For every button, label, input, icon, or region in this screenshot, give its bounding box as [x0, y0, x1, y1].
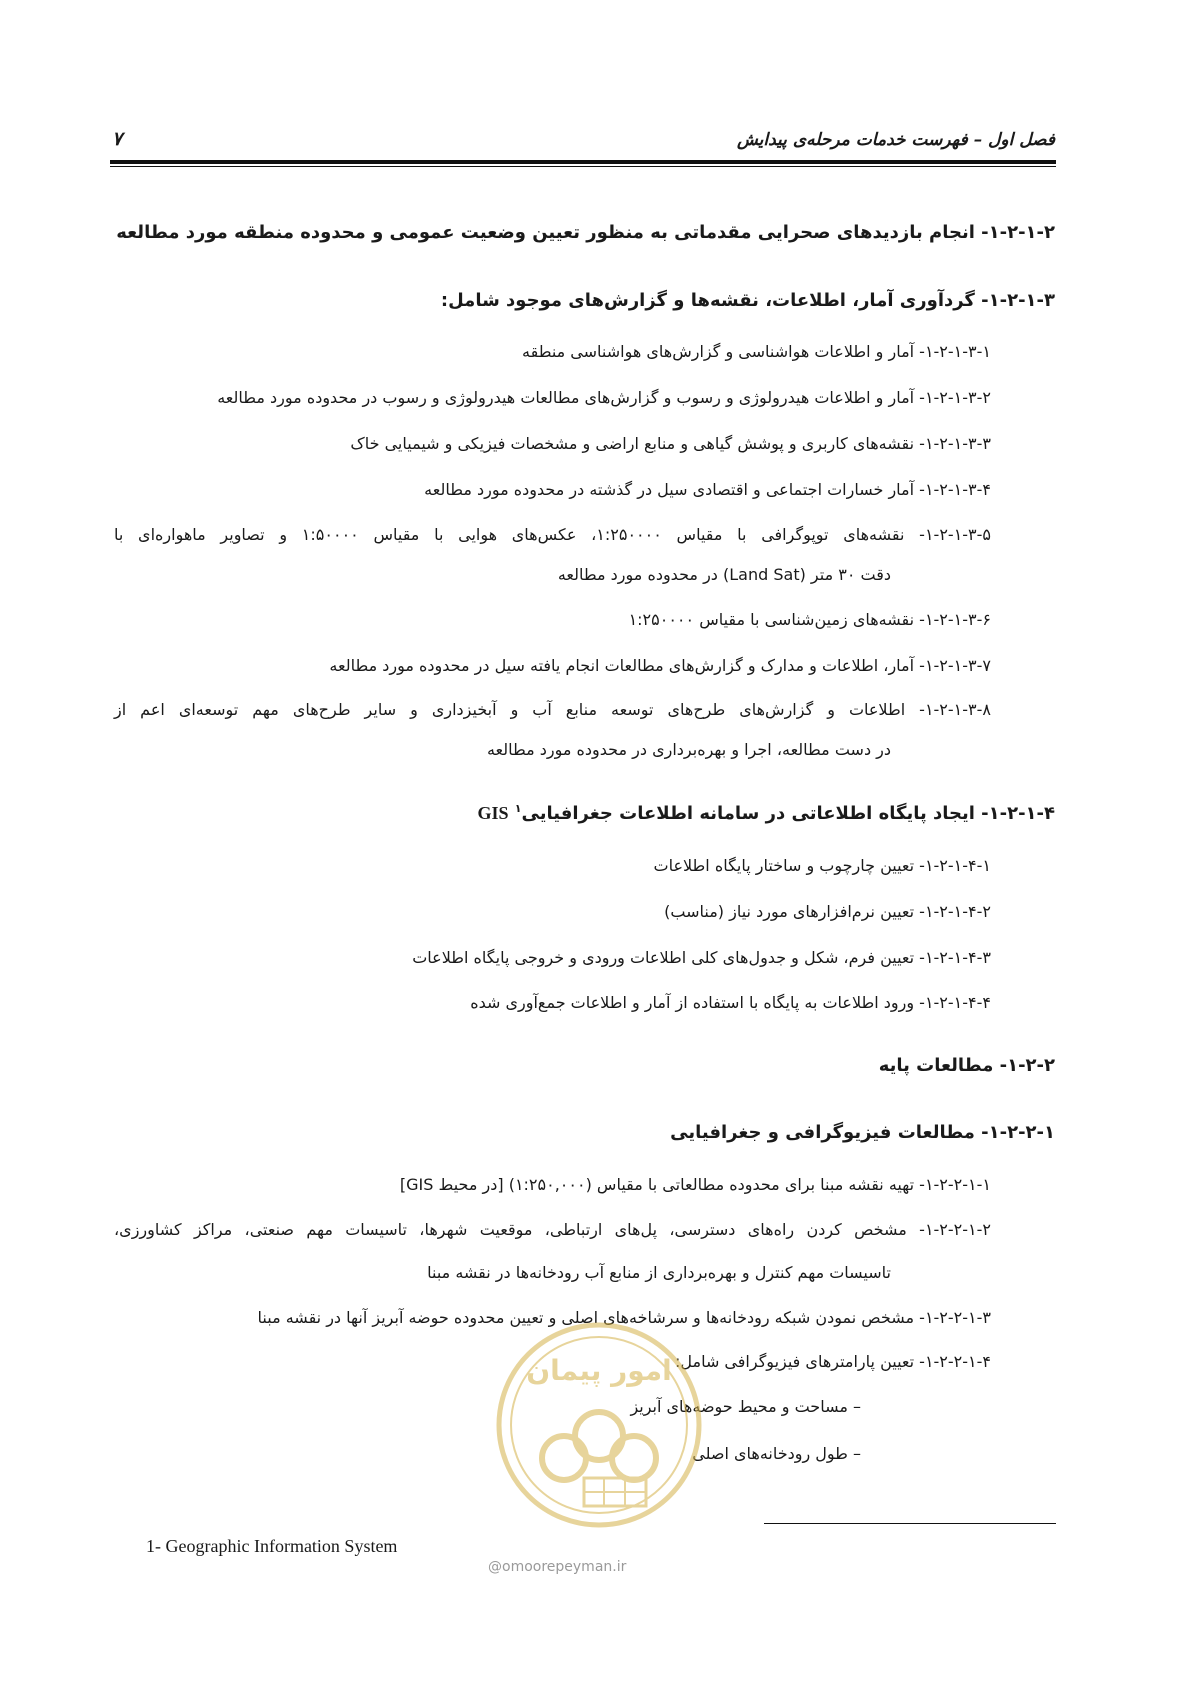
footnote: 1- Geographic Information System	[146, 1536, 398, 1556]
list-item: ۱-۲-۱-۳-۵- نقشه‌های توپوگرافی با مقیاس ۱:۲۵۰۰۰۰، عکس‌های هوایی با مقیاس ۱:۵۰۰۰۰ و تصاویر ماهواره‌ای با	[114, 525, 992, 544]
list-item: ۱-۲-۱-۳-۴- آمار خسارات اجتماعی و اقتصادی سیل در گذشته در محدوده مورد مطالعه	[424, 480, 991, 499]
list-item: ۱-۲-۲-۱-۲- مشخص کردن راه‌های دسترسی، پل‌های ارتباطی، موقعیت شهرها، تاسیسات مهم صنعتی، مراکز کشاورزی،	[114, 1220, 991, 1239]
list-item: ۱-۲-۱-۴-۴- ورود اطلاعات به پایگاه با استفاده از آمار و اطلاعات جمع‌آوری شده	[470, 993, 991, 1012]
page-number: ۷	[112, 128, 123, 150]
list-item: ۱-۲-۱-۴-۳- تعیین فرم، شکل و جدول‌های کلی اطلاعات ورودی و خروجی پایگاه اطلاعات	[412, 948, 991, 967]
list-item: ۱-۲-۱-۳-۱- آمار و اطلاعات هواشناسی و گزارش‌های هواشناسی منطقه	[522, 342, 991, 361]
header-rule-thick	[110, 160, 1056, 164]
heading-1-2-1-2: ۱-۲-۱-۲- انجام بازدیدهای صحرایی مقدماتی به منظور تعیین وضعیت عمومی و محدوده منطقه مورد مطالعه	[116, 222, 1055, 243]
watermark-url: @omoorepeyman.ir	[488, 1559, 627, 1575]
list-item: ۱-۲-۱-۳-۲- آمار و اطلاعات هیدرولوژی و رسوب و گزارش‌های مطالعات هیدرولوژی و رسوب در محدوده مورد مطالعه	[217, 388, 991, 407]
list-item: ۱-۲-۱-۳-۳- نقشه‌های کاربری و پوشش گیاهی و منابع اراضی و مشخصات فیزیکی و شیمیایی خاک	[350, 434, 991, 453]
heading-1-2-2-1: ۱-۲-۲-۱- مطالعات فیزیوگرافی و جغرافیایی	[670, 1122, 1055, 1143]
heading-1-2-1-4-text: ۱-۲-۱-۴- ایجاد پایگاه اطلاعاتی در سامانه اطلاعات جغرافیایی	[521, 803, 1055, 824]
footnote-ref: ۱	[514, 802, 522, 815]
list-item: ۱-۲-۲-۱-۱- تهیه نقشه مبنا برای محدوده مطالعاتی با مقیاس (۱:۲۵۰,۰۰۰) [در محیط GIS]	[399, 1175, 991, 1194]
gis-label: GIS	[477, 803, 509, 823]
header-rule-thin	[110, 166, 1056, 167]
list-item: ۱-۲-۱-۴-۲- تعیین نرم‌افزارهای مورد نیاز (مناسب)	[664, 902, 991, 921]
heading-1-2-2: ۱-۲-۲- مطالعات پایه	[878, 1055, 1055, 1076]
chapter-title: فصل اول – فهرست خدمات مرحله‌ی پیدایش	[737, 130, 1055, 150]
list-item: ۱-۲-۱-۳-۶- نقشه‌های زمین‌شناسی با مقیاس ۱:۲۵۰۰۰۰	[628, 610, 991, 629]
bullet-item: – مساحت و محیط حوضه‌های آبریز	[630, 1397, 861, 1416]
list-item: ۱-۲-۲-۱-۴- تعیین پارامترهای فیزیوگرافی شامل:	[674, 1352, 991, 1371]
list-item: ۱-۲-۱-۳-۸- اطلاعات و گزارش‌های طرح‌های توسعه منابع آب و آبخیزداری و سایر طرح‌های مهم توسعه‌ای اعم از	[114, 700, 991, 719]
list-item: ۱-۲-۱-۳-۷- آمار، اطلاعات و مدارک و گزارش‌های مطالعات انجام یافته سیل در محدوده مورد مطالعه	[329, 656, 991, 675]
list-item: ۱-۲-۲-۱-۳- مشخص نمودن شبکه رودخانه‌ها و سرشاخه‌های اصلی و تعیین محدوده حوضه آبریز آنها در نقشه مبنا	[257, 1308, 991, 1327]
list-item-continuation: در دست مطالعه، اجرا و بهره‌برداری در محدوده مورد مطالعه	[486, 740, 891, 759]
footnote-rule	[764, 1523, 1056, 1524]
bullet-item: – طول رودخانه‌های اصلی	[692, 1444, 861, 1463]
list-item-continuation: تاسیسات مهم کنترل و بهره‌برداری از منابع آب رودخانه‌ها در نقشه مبنا	[427, 1263, 891, 1282]
list-item: ۱-۲-۱-۴-۱- تعیین چارچوب و ساختار پایگاه اطلاعات	[653, 856, 991, 875]
heading-1-2-1-4	[477, 802, 1055, 824]
heading-1-2-1-3: ۱-۲-۱-۳- گردآوری آمار، اطلاعات، نقشه‌ها و گزارش‌های موجود شامل:	[440, 290, 1055, 311]
watermark-logo	[492, 1318, 706, 1532]
watermark-text: امور پیمان	[526, 1354, 672, 1387]
list-item-continuation: دقت ۳۰ متر (Land Sat) در محدوده مورد مطالعه	[557, 565, 891, 584]
